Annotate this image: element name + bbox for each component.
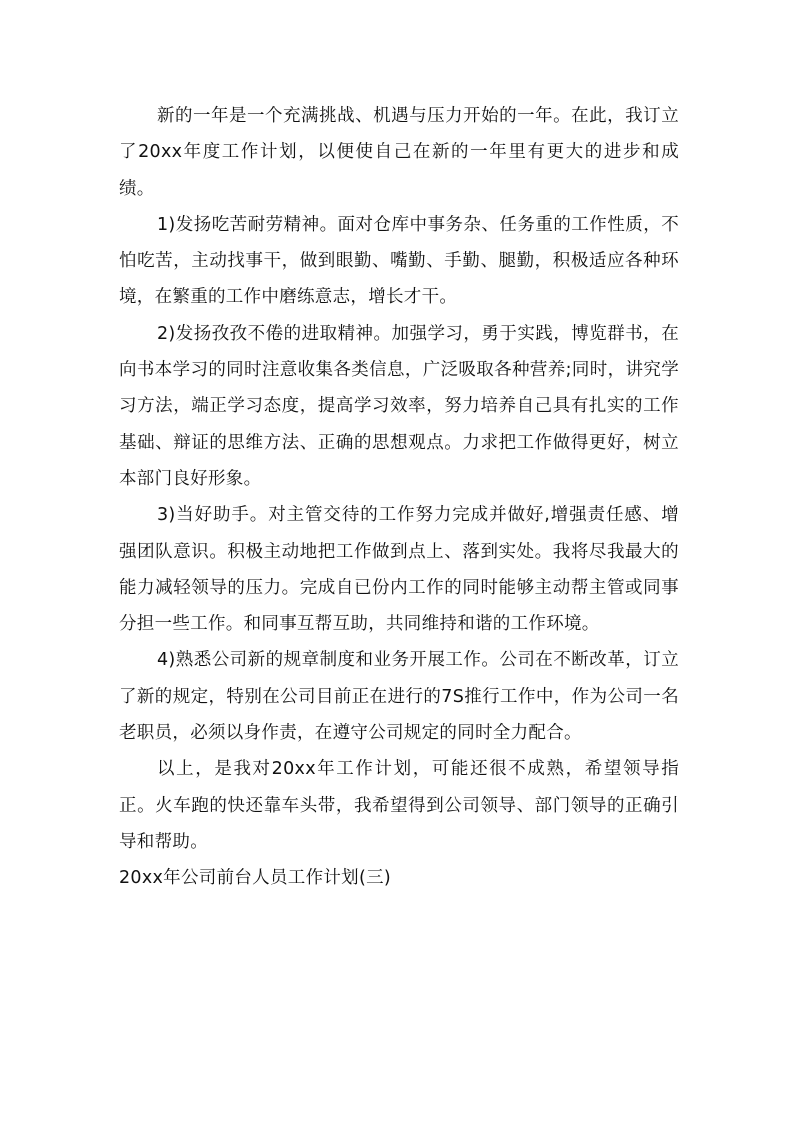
paragraph-item-2: 2)发扬孜孜不倦的进取精神。加强学习，勇于实践，博览群书，在向书本学习的同时注意收集各类信息，广泛吸取各种营养;同时，讲究学习方法，端正学习态度，提高学习效率，努力培养自己具有扎实的工作基础、辩证的思维方法、正确的思想观点。力求把工作做得更好，树立本部门良好形象。: [119, 323, 679, 489]
paragraph-conclusion: 以上，是我对20xx年工作计划，可能还很不成熟，希望领导指正。火车跑的快还靠车头带，我希望得到公司领导、部门领导的正确引导和帮助。: [119, 759, 679, 852]
document-page: [119, 98, 679, 897]
paragraph-intro: 新的一年是一个充满挑战、机遇与压力开始的一年。在此，我订立了20xx年度工作计划，以便使自己在新的一年里有更大的进步和成绩。: [119, 106, 679, 199]
paragraph-item-3: 3)当好助手。对主管交待的工作努力完成并做好,增强责任感、增强团队意识。积极主动地把工作做到点上、落到实处。我将尽我最大的能力减轻领导的压力。完成自已份内工作的同时能够主动帮主管或同事分担一些工作。和同事互帮互助，共同维持和谐的工作环境。: [119, 505, 679, 635]
paragraph-item-1: 1)发扬吃苦耐劳精神。面对仓库中事务杂、任务重的工作性质，不怕吃苦，主动找事干，做到眼勤、嘴勤、手勤、腿勤，积极适应各种环境，在繁重的工作中磨练意志，增长才干。: [119, 214, 679, 308]
section-heading: 20xx年公司前台人员工作计划(三): [119, 868, 392, 889]
paragraph-item-4: 4)熟悉公司新的规章制度和业务开展工作。公司在不断改革，订立了新的规定，特别在公司目前正在进行的7S推行工作中，作为公司一名老职员，必须以身作责，在遵守公司规定的同时全力配合。: [119, 650, 679, 744]
